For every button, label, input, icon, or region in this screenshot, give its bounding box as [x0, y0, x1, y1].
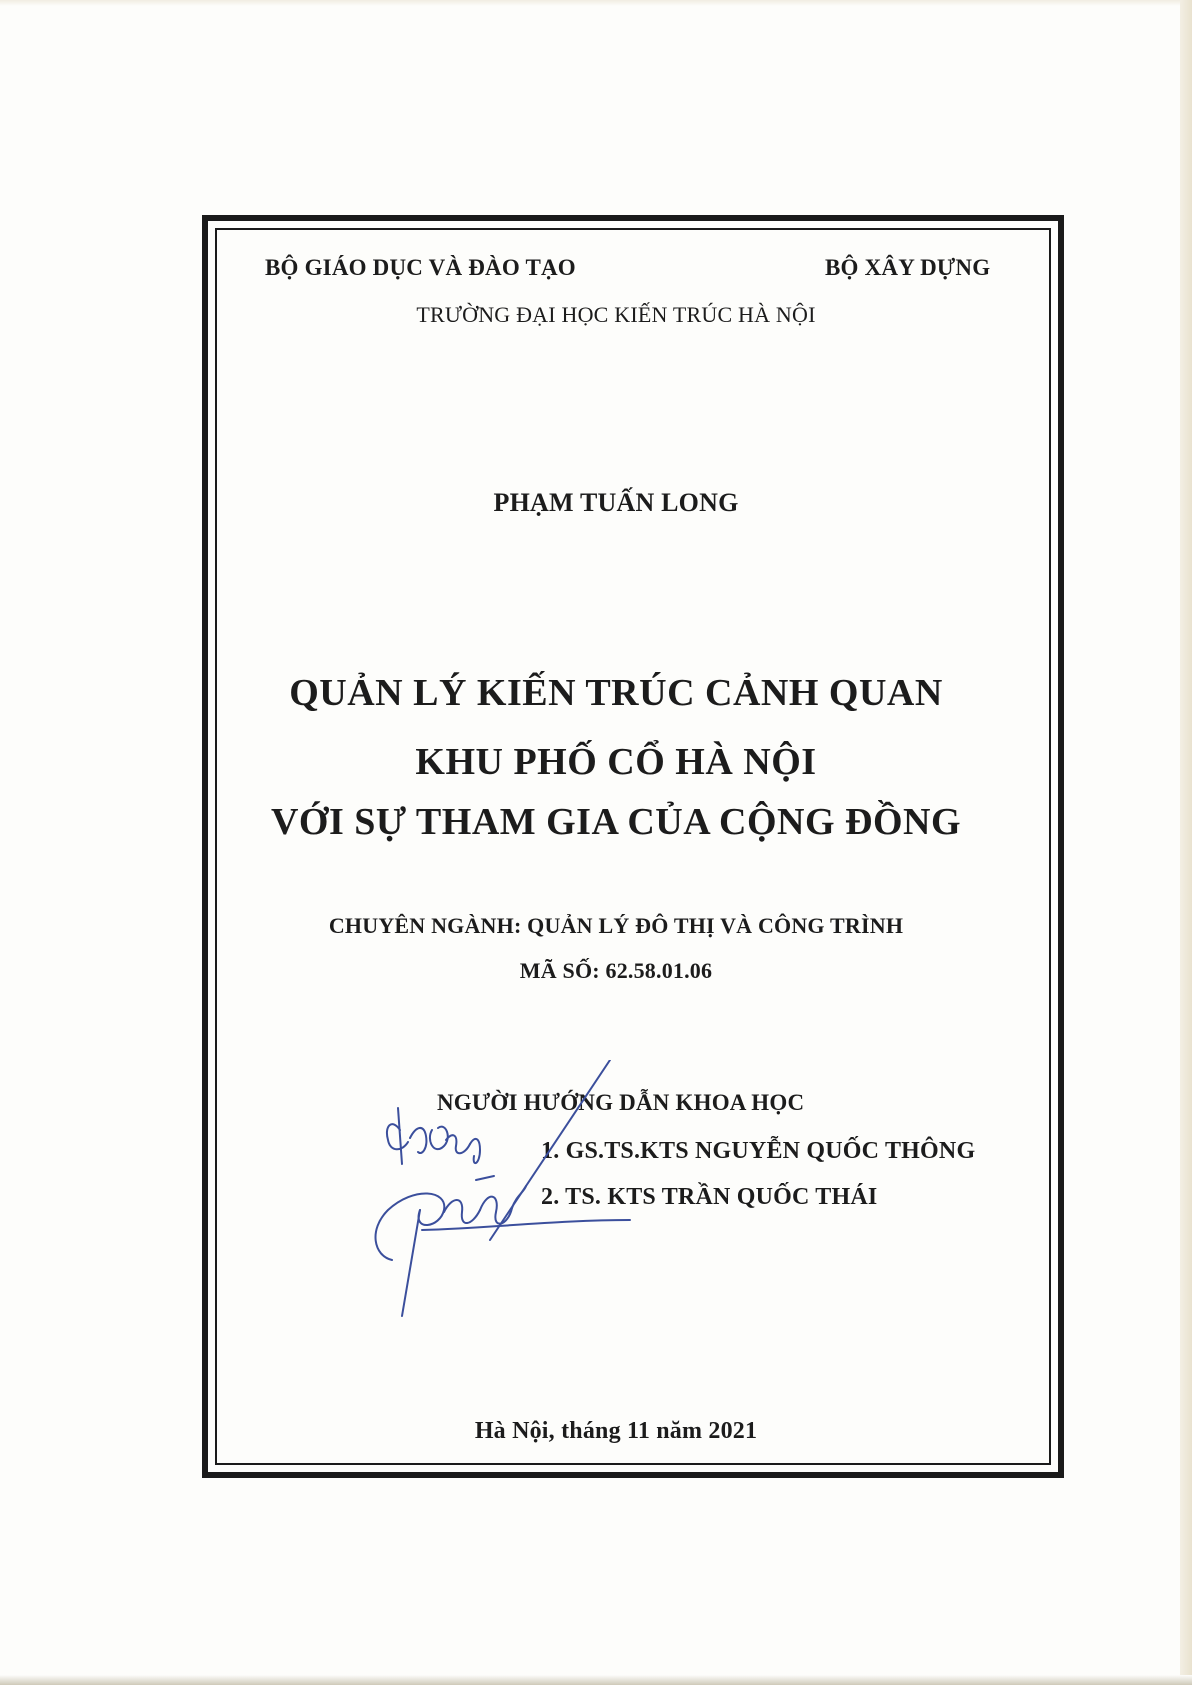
place-and-date: Hà Nội, tháng 11 năm 2021 [474, 1418, 758, 1444]
university-name: TRƯỜNG ĐẠI HỌC KIẾN TRÚC HÀ NỘI [416, 302, 816, 327]
thesis-title-line-1: QUẢN LÝ KIẾN TRÚC CẢNH QUAN [289, 672, 943, 714]
author-name: PHẠM TUẤN LONG [493, 488, 739, 517]
page-edge-bottom [0, 1675, 1192, 1685]
advisors-heading: NGƯỜI HƯỚNG DẪN KHOA HỌC [437, 1090, 805, 1115]
advisor-item-2: 2. TS. KTS TRẦN QUỐC THÁI [541, 1184, 878, 1210]
major-code: MÃ SỐ: 62.58.01.06 [519, 958, 713, 983]
major-field: CHUYÊN NGÀNH: QUẢN LÝ ĐÔ THỊ VÀ CÔNG TRÌNH [328, 913, 904, 938]
ministry-education: BỘ GIÁO DỤC VÀ ĐÀO TẠO [265, 255, 576, 280]
ministry-construction: BỘ XÂY DỰNG [825, 255, 991, 280]
handwritten-signature-icon [340, 1060, 680, 1320]
advisor-item-1: 1. GS.TS.KTS NGUYỄN QUỐC THÔNG [541, 1138, 976, 1164]
page-edge-top [0, 0, 1192, 6]
thesis-title-line-3: VỚI SỰ THAM GIA CỦA CỘNG ĐỒNG [270, 801, 962, 843]
thesis-title-line-2: KHU PHỐ CỔ HÀ NỘI [415, 741, 817, 783]
